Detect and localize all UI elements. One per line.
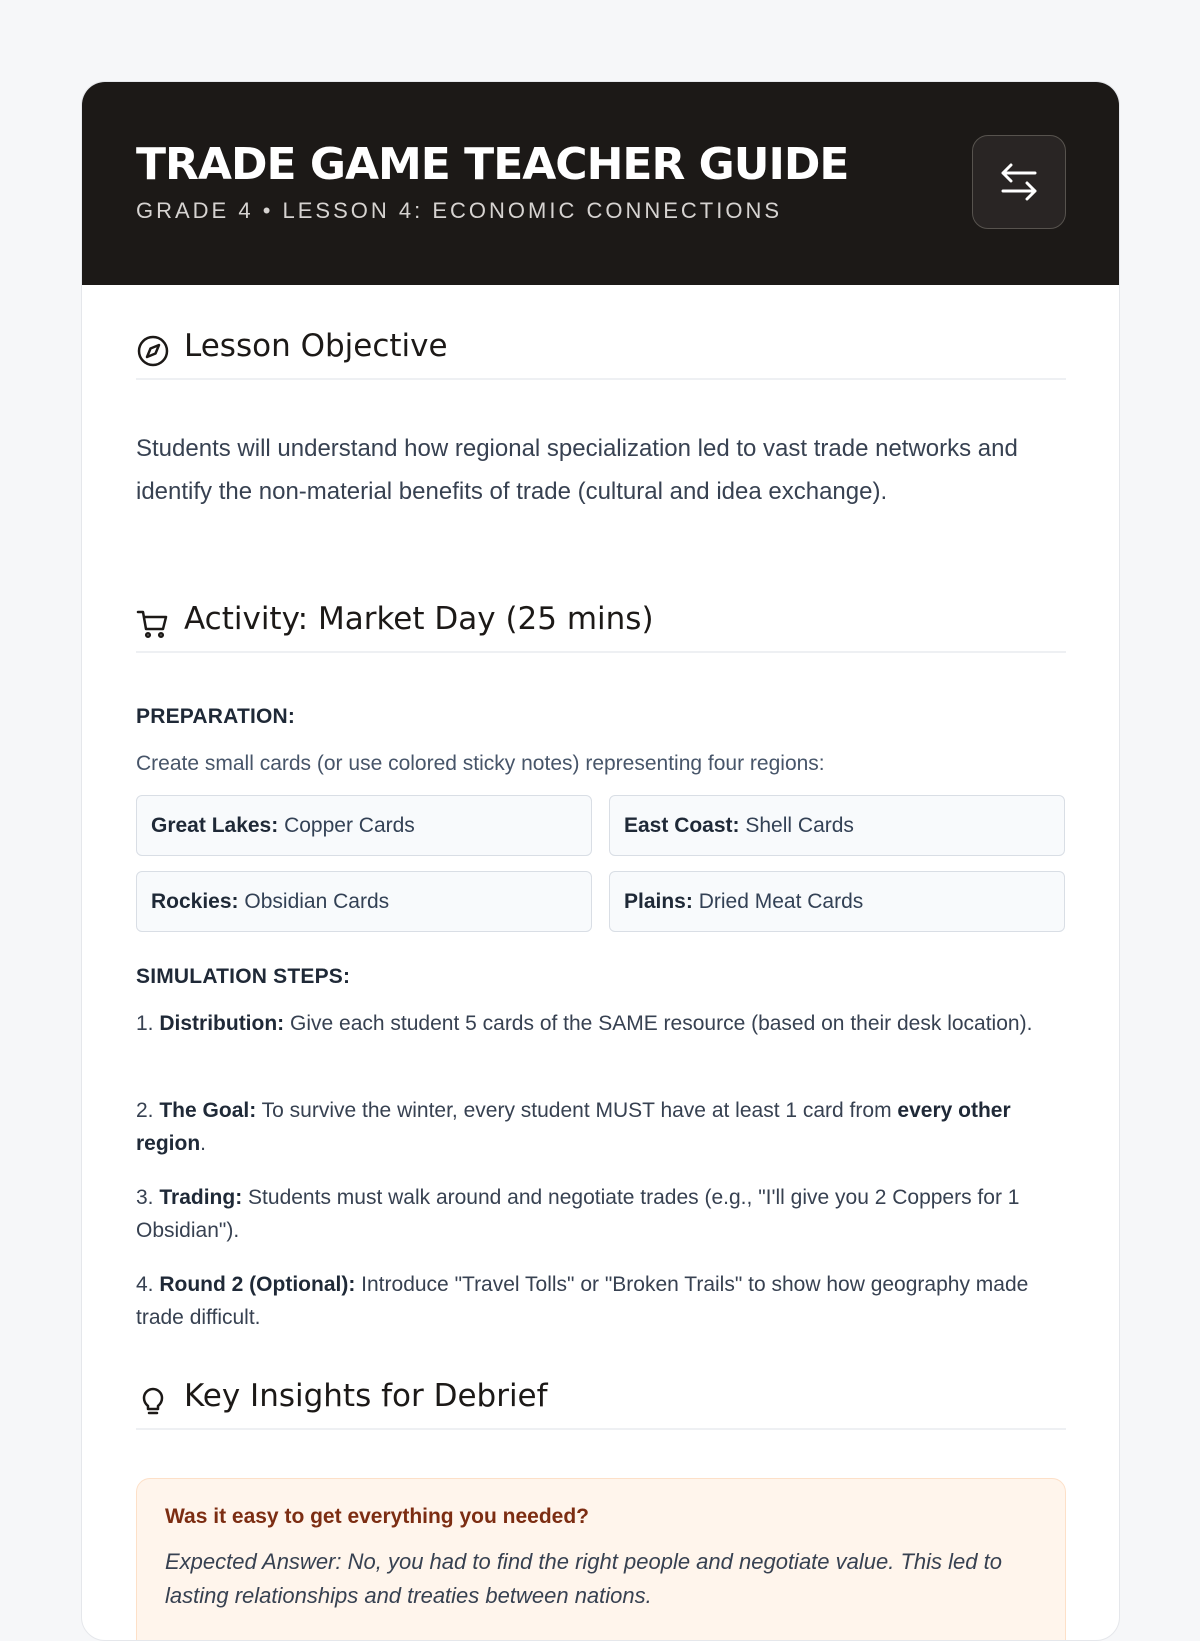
region-resource: Obsidian Cards bbox=[244, 890, 390, 913]
region-resource: Copper Cards bbox=[284, 814, 415, 837]
step-number: 1. bbox=[136, 1012, 154, 1035]
insights-section-header bbox=[136, 1372, 1066, 1430]
region-name: East Coast: bbox=[624, 814, 740, 837]
objective-heading: Lesson Objective bbox=[184, 328, 448, 364]
step-title: Round 2 (Optional): bbox=[159, 1273, 356, 1296]
step-text: To survive the winter, every student MUST have at least 1 card from bbox=[261, 1099, 892, 1122]
shopping-cart-icon bbox=[136, 607, 170, 641]
step-end: . bbox=[200, 1132, 207, 1155]
region-name: Rockies: bbox=[151, 890, 239, 913]
step-title: Trading: bbox=[159, 1186, 243, 1209]
simulation-step bbox=[136, 1268, 1066, 1334]
insight-answer: Expected Answer: No, you had to find the right people and negotiate value. This led to lasting relationships and treaties between nations. bbox=[165, 1549, 1002, 1608]
simulation-step bbox=[136, 1094, 1066, 1160]
simulation-step bbox=[136, 1007, 1066, 1040]
simulation-steps-label: SIMULATION STEPS: bbox=[136, 965, 351, 988]
guide-header bbox=[82, 82, 1120, 285]
region-resource: Shell Cards bbox=[745, 814, 854, 837]
objective-section-header bbox=[136, 322, 1066, 380]
objective-text: Students will understand how regional specialization led to vast trade networks and identify the non-material benefits of trade (cultural and idea exchange). bbox=[136, 435, 1018, 505]
arrows-left-right-icon bbox=[997, 160, 1041, 204]
region-card bbox=[609, 795, 1065, 856]
step-title: The Goal: bbox=[159, 1099, 257, 1122]
step-title: Distribution: bbox=[159, 1012, 285, 1035]
step-text: Introduce "Travel Tolls" or "Broken Trails" to show how geography made trade difficult. bbox=[136, 1273, 1029, 1329]
region-card bbox=[136, 871, 592, 932]
simulation-step bbox=[136, 1181, 1066, 1247]
region-card bbox=[136, 795, 592, 856]
compass-icon bbox=[136, 334, 170, 368]
lightbulb-icon bbox=[136, 1384, 170, 1418]
swap-button[interactable] bbox=[972, 135, 1066, 229]
page-title: TRADE GAME TEACHER GUIDE bbox=[136, 139, 849, 190]
region-name: Great Lakes: bbox=[151, 814, 279, 837]
step-text: Students must walk around and negotiate trades (e.g., "I'll give you 2 Coppers for 1 Obsidian"). bbox=[136, 1186, 1020, 1242]
insights-heading: Key Insights for Debrief bbox=[184, 1378, 548, 1414]
activity-heading: Activity: Market Day (25 mins) bbox=[184, 601, 654, 637]
region-name: Plains: bbox=[624, 890, 693, 913]
page-subtitle: GRADE 4 • LESSON 4: ECONOMIC CONNECTIONS bbox=[136, 198, 783, 223]
region-resource: Dried Meat Cards bbox=[698, 890, 864, 913]
step-number: 4. bbox=[136, 1273, 154, 1296]
preparation-label: PREPARATION: bbox=[136, 705, 296, 728]
activity-section-header bbox=[136, 595, 1066, 653]
region-card bbox=[609, 871, 1065, 932]
teacher-guide-card bbox=[81, 81, 1120, 1641]
step-text: Give each student 5 cards of the SAME resource (based on their desk location). bbox=[290, 1012, 1033, 1035]
preparation-text: Create small cards (or use colored sticky notes) representing four regions: bbox=[136, 752, 825, 775]
step-number: 2. bbox=[136, 1099, 154, 1122]
insight-callout bbox=[136, 1478, 1066, 1641]
insight-question: Was it easy to get everything you needed? bbox=[165, 1505, 589, 1528]
step-number: 3. bbox=[136, 1186, 154, 1209]
step-emphasis: every other region bbox=[136, 1099, 1011, 1155]
